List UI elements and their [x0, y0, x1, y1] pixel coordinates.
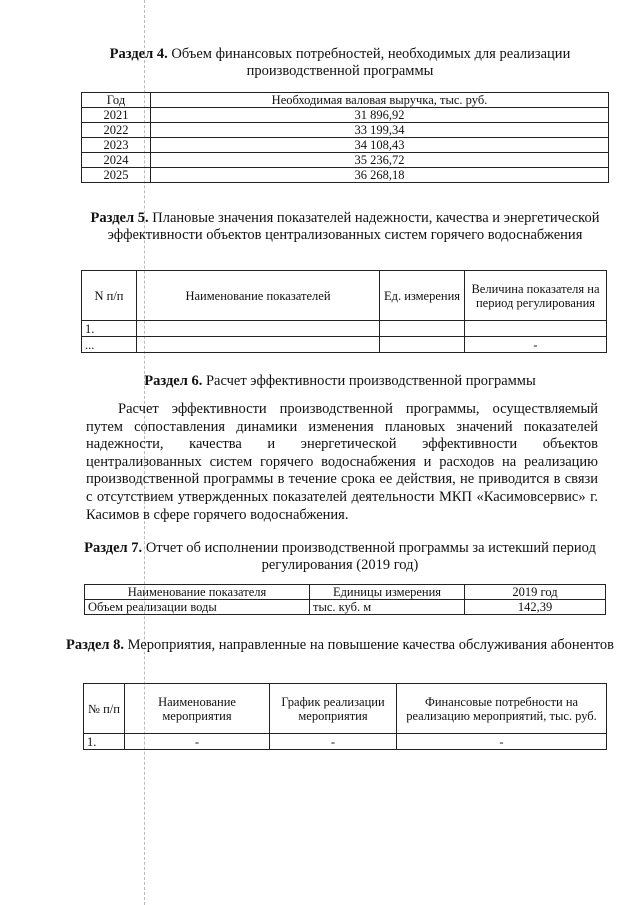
header-year: 2019 год [465, 585, 606, 600]
table-row [82, 153, 609, 168]
header-finance: Финансовые потребности на реализацию мероприятий, тыс. руб. [397, 684, 607, 734]
cell-year: 2021 [82, 108, 151, 123]
cell-year: 2025 [82, 168, 151, 183]
header-revenue: Необходимая валовая выручка, тыс. руб. [151, 93, 609, 108]
cell-year: 2022 [82, 123, 151, 138]
section4-title: Объем финансовых потребностей, необходимых для реализации производственной программы [171, 46, 571, 79]
header-unit: Единицы измерения [310, 585, 465, 600]
section7-label: Раздел 7. [84, 540, 143, 556]
section4-table [81, 92, 609, 183]
section5-title: Плановые значения показателей надежности, качества и энергетической эффективности объектов централизованных систем горячего водоснабжения [107, 210, 600, 243]
section7-table [84, 584, 606, 615]
cell-year: 2024 [82, 153, 151, 168]
table-row [82, 168, 609, 183]
header-name: Наименование мероприятия [125, 684, 270, 734]
cell-value: 142,39 [465, 600, 606, 615]
section8-label: Раздел 8. [65, 637, 125, 653]
cell-name [137, 337, 380, 353]
section5-heading [80, 210, 610, 244]
cell-unit: тыс. куб. м [310, 600, 465, 615]
cell-value: - [465, 337, 607, 353]
cell-name: Объем реализации воды [85, 600, 310, 615]
section5-table [81, 270, 607, 353]
cell-finance: - [397, 734, 607, 750]
section6-paragraph: Расчет эффективности производственной программы, осуществляемый путем сопоставления динамики изменения плановых значений показателей надежности, качества и энергетической эффективности объектов централизованных систем горячего водоснабжения и расходов на реализацию производственной программы в течение срока ее действия, не приводится в связи с отсутствием утвержденных показателей деятельности МКП «Касимовсервис» г. Касимов в сфере горячего водоснабжения. [86, 401, 598, 523]
cell-value: 31 896,92 [151, 108, 609, 123]
table-row [82, 123, 609, 138]
cell-value: 35 236,72 [151, 153, 609, 168]
cell-unit [380, 337, 465, 353]
section6-heading [60, 373, 620, 390]
cell-name: - [125, 734, 270, 750]
table-header-row [85, 585, 606, 600]
cell-value [465, 321, 607, 337]
table-header-row [82, 93, 609, 108]
cell-schedule: - [270, 734, 397, 750]
header-year: Год [82, 93, 151, 108]
cell-num: 1. [84, 734, 125, 750]
table-header-row [82, 271, 607, 321]
section6-title: Расчет эффективности производственной программы [205, 373, 536, 389]
table-row [82, 108, 609, 123]
table-header-row [84, 684, 607, 734]
cell-value: 33 199,34 [151, 123, 609, 138]
cell-name [137, 321, 380, 337]
section7-heading [60, 540, 620, 574]
header-num: N п/п [82, 271, 137, 321]
table-row [84, 734, 607, 750]
section4-heading [60, 46, 620, 80]
cell-num: 1. [82, 321, 137, 337]
section5-label: Раздел 5. [90, 210, 149, 226]
header-name: Наименование показателей [137, 271, 380, 321]
header-unit: Ед. измерения [380, 271, 465, 321]
cell-num: ... [82, 337, 137, 353]
cell-unit [380, 321, 465, 337]
cell-year: 2023 [82, 138, 151, 153]
header-schedule: График реализации мероприятия [270, 684, 397, 734]
table-row [82, 337, 607, 353]
cell-value: 34 108,43 [151, 138, 609, 153]
table-row [82, 321, 607, 337]
header-num: № п/п [84, 684, 125, 734]
header-value: Величина показателя на период регулирования [465, 271, 607, 321]
section7-title: Отчет об исполнении производственной программы за истекший период регулирования (2019 год) [145, 540, 596, 573]
section8-table [83, 683, 607, 750]
table-row [82, 138, 609, 153]
section8-title: Мероприятия, направленные на повышение качества обслуживания абонентов [127, 637, 615, 653]
cell-value: 36 268,18 [151, 168, 609, 183]
section6-label: Раздел 6. [144, 373, 203, 389]
header-name: Наименование показателя [85, 585, 310, 600]
section8-heading [60, 637, 620, 654]
section4-label: Раздел 4. [109, 46, 168, 62]
table-row [85, 600, 606, 615]
